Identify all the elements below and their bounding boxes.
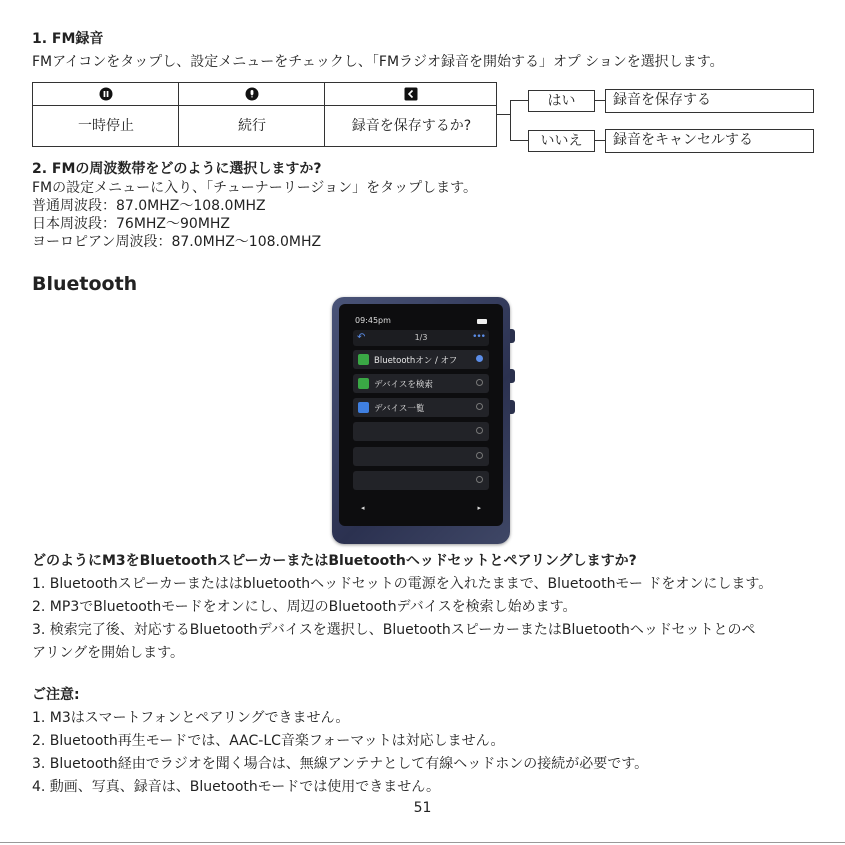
- screen-item: デバイスを検索: [353, 374, 489, 393]
- radio-icon: [476, 379, 483, 386]
- fm-record-desc: FMアイコンをタップし、設定メニューをチェックし、「FMラジオ録音を開始する」オプ ションを選択します。: [32, 54, 724, 70]
- fm-band-line: 普通周波段：87.0MHZ〜108.0MHZ: [32, 198, 266, 214]
- screen-item: [353, 471, 489, 490]
- back-icon: [404, 87, 418, 101]
- battery-icon: [477, 319, 487, 324]
- screen-time: 09:45pm: [355, 316, 391, 325]
- radio-icon: [476, 403, 483, 410]
- option-no-result: 録音をキャンセルする: [605, 129, 814, 153]
- pairing-step: 2. MP3でBluetoothモードをオンにし、周辺のBluetoothデバイスを検索し始めます。: [32, 599, 577, 615]
- radio-icon: [476, 452, 483, 459]
- pause-icon: [99, 87, 113, 101]
- side-button: [510, 369, 515, 383]
- search-icon: [358, 378, 369, 389]
- device-screen: [339, 304, 503, 526]
- page-number: 51: [413, 800, 432, 816]
- list-icon: [358, 402, 369, 413]
- record-icon: [245, 87, 259, 101]
- option-yes: はい: [528, 90, 595, 112]
- pairing-step: アリングを開始します。: [32, 645, 185, 661]
- notes-title: ご注意:: [32, 687, 80, 703]
- screen-item: Bluetoothオン / オフ: [353, 350, 489, 369]
- radio-icon: [476, 427, 483, 434]
- side-button: [510, 329, 515, 343]
- side-button: [510, 400, 515, 414]
- device-image: [332, 297, 510, 544]
- note-item: 2. Bluetooth再生モードでは、AAC-LC音楽フォーマットは対応しません。: [32, 733, 505, 749]
- nav-prev-icon: ◂: [361, 504, 365, 512]
- note-item: 4. 動画、写真、録音は、Bluetoothモードでは使用できません。: [32, 779, 441, 795]
- more-icon: •••: [472, 332, 485, 342]
- screen-item: デバイス一覧: [353, 398, 489, 417]
- radio-icon: [476, 476, 483, 483]
- fm-record-title: 1. FM録音: [32, 31, 104, 47]
- screen-page: 1/3: [414, 333, 428, 342]
- note-item: 1. M3はスマートフォンとペアリングできません。: [32, 710, 350, 726]
- pause-label: 一時停止: [78, 118, 134, 134]
- screen-item: [353, 422, 489, 441]
- pairing-title: どのようにM3をBluetoothスピーカーまたはBluetoothヘッドセットとペアリングしますか?: [32, 553, 637, 569]
- fm-band-line: ヨーロピアン周波段：87.0MHZ〜108.0MHZ: [32, 234, 322, 250]
- option-no: いいえ: [528, 130, 595, 152]
- bluetooth-heading: Bluetooth: [32, 273, 138, 295]
- control-table: [32, 82, 497, 147]
- pairing-step: 3. 検索完了後、対応するBluetoothデバイスを選択し、BluetoothスピーカーまたはBluetoothヘッドセットとのペ: [32, 622, 756, 638]
- fm-band-line: FMの設定メニューに入り、「チューナーリージョン」をタップします。: [32, 180, 478, 196]
- bottom-rule: [0, 842, 845, 843]
- radio-selected-icon: [476, 355, 483, 362]
- screen-topbar: [353, 330, 489, 346]
- fm-band-line: 日本周波段：76MHZ〜90MHZ: [32, 216, 231, 232]
- nav-next-icon: ▸: [477, 504, 481, 512]
- pairing-step: 1. Bluetoothスピーカーまたははbluetoothヘッドセットの電源を入れたままで、Bluetoothモー ドをオンにします。: [32, 576, 773, 592]
- screen-item: [353, 447, 489, 466]
- option-yes-result: 録音を保存する: [605, 89, 814, 113]
- back-arrow-icon: ↶: [357, 332, 366, 343]
- bluetooth-icon: [358, 354, 369, 365]
- save-question-label: 録音を保存するか?: [351, 118, 472, 134]
- note-item: 3. Bluetooth経由でラジオを聞く場合は、無線アンテナとして有線ヘッドホンの接続が必要です。: [32, 756, 649, 772]
- continue-label: 続行: [238, 118, 266, 134]
- fm-band-title: 2. FMの周波数帯をどのように選択しますか?: [32, 161, 322, 177]
